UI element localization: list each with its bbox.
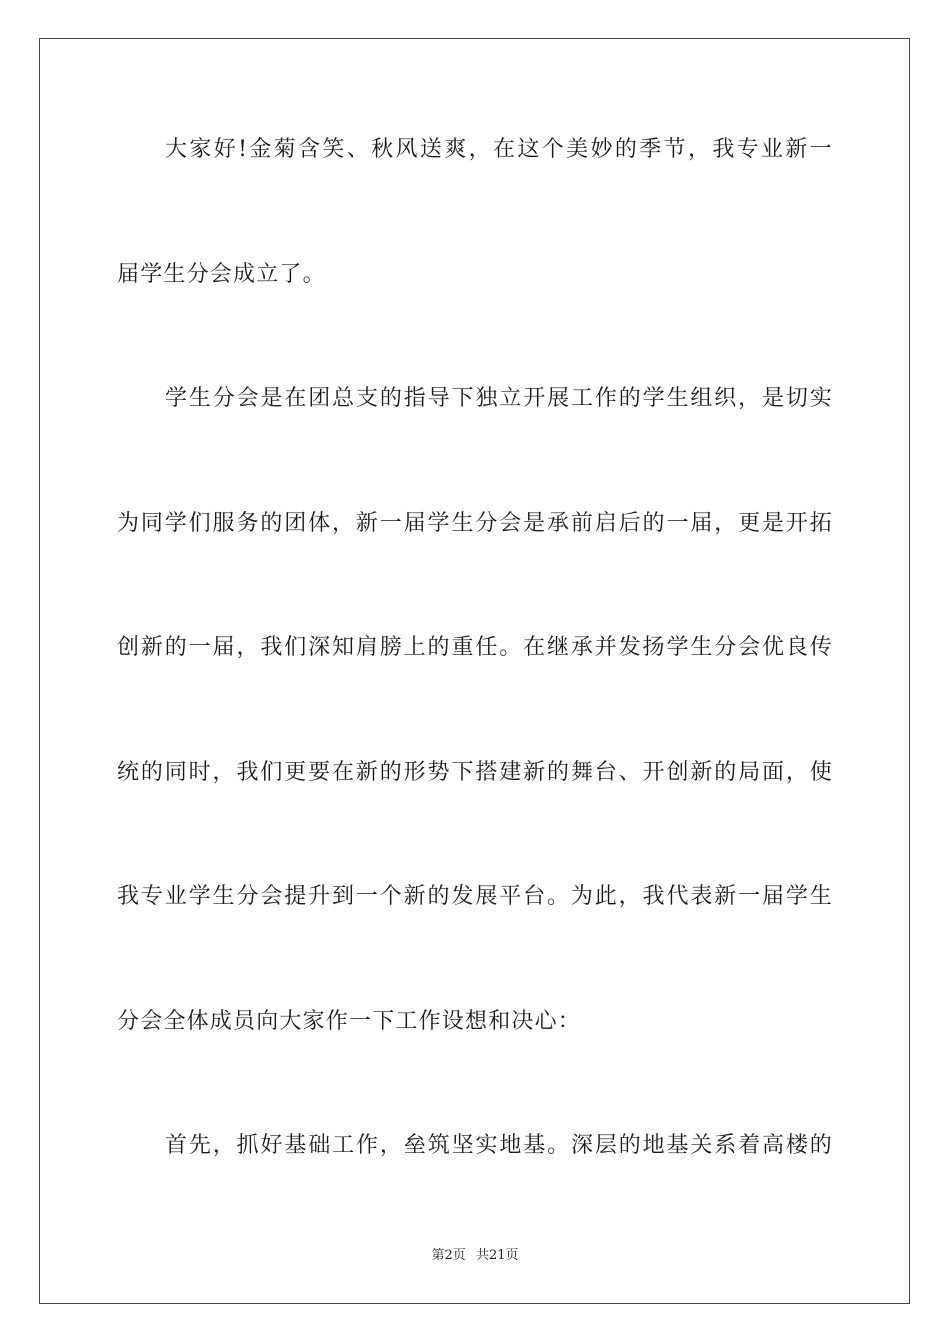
paragraph-line: 届学生分会成立了。: [117, 262, 326, 287]
paragraph-line: 首先，抓好基础工作，垒筑坚实地基。深层的地基关系着高楼的: [165, 1133, 833, 1158]
paragraph-line: 学生分会是在团总支的指导下独立开展工作的学生组织，是切实: [165, 386, 833, 411]
paragraph-line: 创新的一届，我们深知肩膀上的重任。在继承并发扬学生分会优良传: [117, 635, 833, 660]
page-border: [39, 38, 910, 1304]
paragraph-line: 大家好!金菊含笑、秋风送爽，在这个美妙的季节，我专业新一: [165, 137, 833, 162]
total-pages: 共21页: [475, 1248, 519, 1263]
page-footer: [0, 1248, 950, 1264]
paragraph-line: 为同学们服务的团体，新一届学生分会是承前启后的一届，更是开拓: [117, 511, 833, 536]
paragraph-line: 统的同时，我们更要在新的形势下搭建新的舞台、开创新的局面，使: [117, 760, 833, 785]
page-number: 第2页: [431, 1248, 466, 1263]
paragraph-line: 分会全体成员向大家作一下工作设想和决心：: [117, 1009, 582, 1034]
paragraph-line: 我专业学生分会提升到一个新的发展平台。为此，我代表新一届学生: [117, 884, 833, 909]
